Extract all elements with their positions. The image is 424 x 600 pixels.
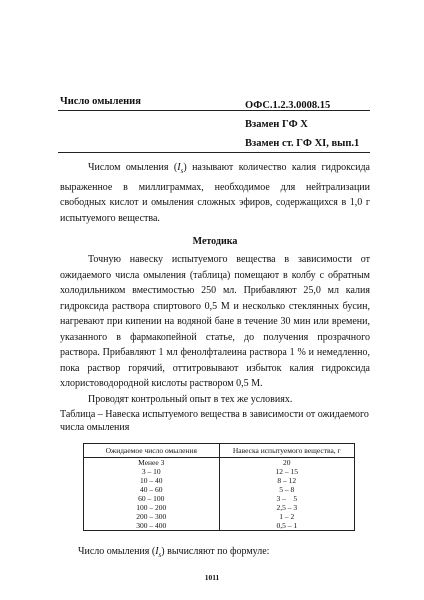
sample-mass-table: [83, 443, 355, 531]
formula-intro: Число омыления $(I_s)$ вычисляют по формуле:: [78, 546, 270, 559]
table-caption: Таблица – Навеска испытуемого вещества в зависимости от ожидаемого числа омыления: [60, 409, 369, 433]
table-row: [84, 521, 355, 531]
table-cell: 1 – 2: [219, 512, 355, 521]
table-row: [84, 512, 355, 521]
table-cell: 3 – 5: [219, 494, 355, 503]
symbol-is: $I_s$: [177, 162, 184, 175]
table-cell: 0,5 – 1: [219, 521, 355, 531]
table-row: [84, 485, 355, 494]
table-cell: Менее 3: [84, 458, 220, 468]
symbol-is: $I_s$: [155, 546, 162, 559]
header-rule-top: [58, 110, 370, 111]
table-cell: 20: [219, 458, 355, 468]
replaces-line-2: Взамен ст. ГФ XI, вып.1: [245, 138, 360, 149]
table-cell: 10 – 40: [84, 476, 220, 485]
table-row: [84, 476, 355, 485]
table-cell: 2,5 – 3: [219, 503, 355, 512]
table-header-cell: Ожидаемое число омыления: [84, 444, 220, 458]
monograph-codes: [245, 96, 359, 153]
table-header-cell: Навеска испытуемого вещества, г: [219, 444, 355, 458]
table-header-row: [84, 444, 355, 458]
monograph-code: ОФС.1.2.3.0008.15: [245, 100, 331, 111]
intro-paragraph: Числом омыления $(I_s)$ называют количество калия гидроксида выраженное в миллиграммах, необходимое для нейтрализации свободных кислот и омыления сложных эфиров, содержащихся в 1,0 г испытуемого вещества.: [60, 162, 370, 224]
table-cell: 5 – 8: [219, 485, 355, 494]
table-cell: 60 – 100: [84, 494, 220, 503]
table-cell: 40 – 60: [84, 485, 220, 494]
table-row: [84, 494, 355, 503]
control-paragraph: Проводят контрольный опыт в тех же условиях.: [88, 394, 293, 405]
header-rule-bottom: [58, 152, 370, 153]
table-cell: 3 – 10: [84, 467, 220, 476]
table-cell: 100 – 200: [84, 503, 220, 512]
table-row: [84, 458, 355, 468]
page-number: 1011: [204, 573, 220, 582]
replaces-line-1: Взамен ГФ X: [245, 119, 308, 130]
table-cell: 12 – 15: [219, 467, 355, 476]
table-cell: 300 – 400: [84, 521, 220, 531]
monograph-title: Число омыления: [60, 96, 141, 107]
method-paragraph: Точную навеску испытуемого вещества в зависимости от ожидаемого числа омыления (таблица) помещают в колбу с обратным холодильником вместимостью 250 мл. Прибавляют 25,0 мл калия гидроксида раствора спиртового 0,5 М и несколько стеклянных бусин, нагревают при кипении на водяной бане в течение 30 мин или времени, указанного в фармакопейной статье, до получения прозрачного раствора. Прибавляют 1 мл фенолфталеина раствора 1 % и немедленно, пока раствор горячий, оттитровывают избыток калия гидроксида хлористоводородной кислоты раствором 0,5 М.: [60, 254, 370, 389]
table-cell: 200 – 300: [84, 512, 220, 521]
table-row: [84, 467, 355, 476]
table-row: [84, 503, 355, 512]
table-cell: 8 – 12: [219, 476, 355, 485]
method-heading: Методика: [192, 236, 238, 247]
